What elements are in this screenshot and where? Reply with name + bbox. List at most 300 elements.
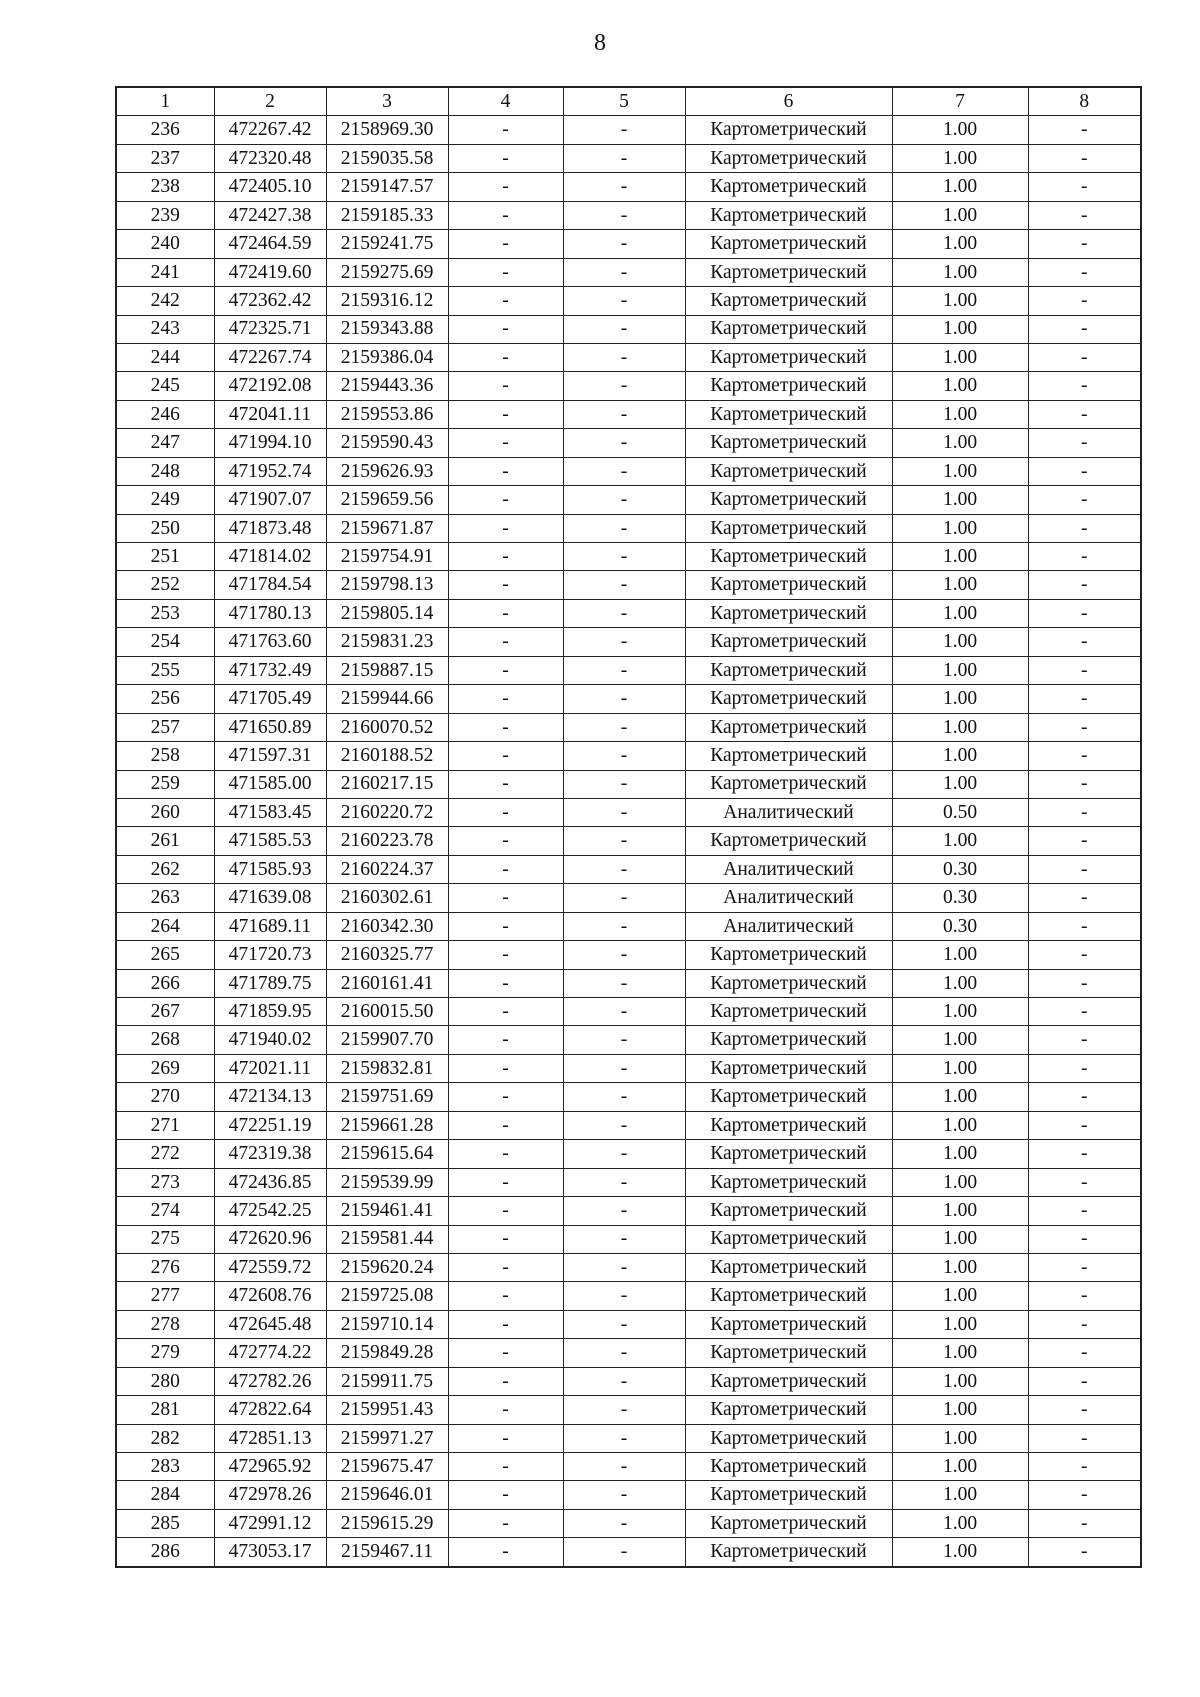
table-cell: - (563, 1453, 685, 1481)
table-cell: 2160223.78 (326, 827, 448, 855)
table-cell: 1.00 (892, 173, 1028, 201)
table-cell: - (563, 457, 685, 485)
table-cell: - (1028, 742, 1141, 770)
table-cell: Картометрический (685, 514, 892, 542)
table-cell: - (1028, 1140, 1141, 1168)
table-cell: 258 (116, 742, 214, 770)
table-cell: - (448, 1481, 563, 1509)
table-cell: - (1028, 1509, 1141, 1537)
table-cell: 236 (116, 116, 214, 144)
table-cell: 263 (116, 884, 214, 912)
table-cell: 472620.96 (214, 1225, 326, 1253)
table-cell: Картометрический (685, 1253, 892, 1281)
table-cell: - (1028, 543, 1141, 571)
table-cell: - (1028, 656, 1141, 684)
table-cell: 2159275.69 (326, 258, 448, 286)
table-cell: - (563, 628, 685, 656)
table-cell: 471639.08 (214, 884, 326, 912)
table-cell: 2159971.27 (326, 1424, 448, 1452)
table-cell: 272 (116, 1140, 214, 1168)
table-cell: 1.00 (892, 258, 1028, 286)
table-cell: - (563, 1481, 685, 1509)
table-cell: - (563, 173, 685, 201)
table-cell: - (1028, 1481, 1141, 1509)
table-row (116, 1253, 1141, 1281)
table-row (116, 969, 1141, 997)
table-cell: 2160342.30 (326, 912, 448, 940)
table-cell: 1.00 (892, 201, 1028, 229)
table-cell: 254 (116, 628, 214, 656)
table-cell: - (448, 713, 563, 741)
table-cell: Картометрический (685, 1509, 892, 1537)
table-row (116, 941, 1141, 969)
column-header: 1 (116, 87, 214, 116)
column-header: 8 (1028, 87, 1141, 116)
table-cell: - (563, 1367, 685, 1395)
table-cell: - (1028, 1282, 1141, 1310)
table-cell: 472774.22 (214, 1339, 326, 1367)
table-cell: 1.00 (892, 941, 1028, 969)
table-cell: - (448, 201, 563, 229)
table-cell: - (1028, 1225, 1141, 1253)
table-cell: 2159944.66 (326, 685, 448, 713)
table-cell: - (448, 258, 563, 286)
table-cell: 2160161.41 (326, 969, 448, 997)
table-cell: - (563, 770, 685, 798)
table-cell: 472419.60 (214, 258, 326, 286)
table-cell: - (563, 599, 685, 627)
table-cell: - (448, 287, 563, 315)
table-cell: 472782.26 (214, 1367, 326, 1395)
table-cell: - (563, 1026, 685, 1054)
table-cell: - (1028, 429, 1141, 457)
table-row (116, 1083, 1141, 1111)
table-cell: - (448, 1339, 563, 1367)
table-cell: 1.00 (892, 1424, 1028, 1452)
table-cell: 472251.19 (214, 1111, 326, 1139)
table-cell: - (563, 1538, 685, 1567)
table-cell: - (563, 429, 685, 457)
table-cell: 240 (116, 230, 214, 258)
table-row (116, 457, 1141, 485)
table-cell: - (563, 1054, 685, 1082)
table-cell: 2160015.50 (326, 998, 448, 1026)
table-cell: 251 (116, 543, 214, 571)
table-cell: - (563, 1225, 685, 1253)
table-cell: - (563, 1197, 685, 1225)
table-cell: - (563, 486, 685, 514)
table-cell: - (563, 969, 685, 997)
table-cell: 2159751.69 (326, 1083, 448, 1111)
table-cell: - (448, 1538, 563, 1567)
table-cell: - (448, 315, 563, 343)
table-cell: 1.00 (892, 1339, 1028, 1367)
table-cell: 281 (116, 1396, 214, 1424)
table-cell: 267 (116, 998, 214, 1026)
table-row (116, 685, 1141, 713)
table-cell: - (563, 372, 685, 400)
table-cell: 237 (116, 144, 214, 172)
table-cell: - (1028, 1253, 1141, 1281)
table-row (116, 486, 1141, 514)
table-cell: 2159831.23 (326, 628, 448, 656)
table-cell: 243 (116, 315, 214, 343)
table-cell: - (448, 1424, 563, 1452)
table-row (116, 116, 1141, 144)
table-cell: 1.00 (892, 1509, 1028, 1537)
table-cell: 1.00 (892, 713, 1028, 741)
table-cell: 284 (116, 1481, 214, 1509)
table-cell: - (563, 571, 685, 599)
table-cell: 2159710.14 (326, 1310, 448, 1338)
table-cell: 1.00 (892, 1367, 1028, 1395)
table-cell: - (563, 685, 685, 713)
table-cell: 1.00 (892, 1225, 1028, 1253)
table-cell: 260 (116, 798, 214, 826)
table-cell: - (1028, 400, 1141, 428)
table-cell: 1.00 (892, 1453, 1028, 1481)
table-row (116, 571, 1141, 599)
table-cell: Картометрический (685, 571, 892, 599)
table-cell: Картометрический (685, 372, 892, 400)
table-cell: - (448, 400, 563, 428)
table-cell: Картометрический (685, 941, 892, 969)
table-cell: 1.00 (892, 543, 1028, 571)
column-header: 5 (563, 87, 685, 116)
table-cell: - (448, 656, 563, 684)
table-cell: 261 (116, 827, 214, 855)
table-cell: Картометрический (685, 1054, 892, 1082)
table-cell: 471907.07 (214, 486, 326, 514)
table-cell: 1.00 (892, 1481, 1028, 1509)
table-cell: Картометрический (685, 1396, 892, 1424)
table-row (116, 429, 1141, 457)
table-cell: 472405.10 (214, 173, 326, 201)
table-cell: - (448, 571, 563, 599)
table-row (116, 742, 1141, 770)
table-cell: - (448, 1453, 563, 1481)
table-row (116, 258, 1141, 286)
table-row (116, 656, 1141, 684)
table-cell: - (1028, 173, 1141, 201)
table-cell: 278 (116, 1310, 214, 1338)
table-cell: 472645.48 (214, 1310, 326, 1338)
table-cell: 2159185.33 (326, 201, 448, 229)
table-cell: 472362.42 (214, 287, 326, 315)
table-cell: 1.00 (892, 315, 1028, 343)
column-header: 6 (685, 87, 892, 116)
table-row (116, 1168, 1141, 1196)
table-cell: - (448, 514, 563, 542)
table-cell: Картометрический (685, 201, 892, 229)
table-row (116, 543, 1141, 571)
table-cell: 0.30 (892, 912, 1028, 940)
table-cell: - (563, 1396, 685, 1424)
table-cell: 1.00 (892, 1083, 1028, 1111)
table-cell: - (563, 912, 685, 940)
table-cell: - (1028, 1197, 1141, 1225)
table-cell: - (563, 998, 685, 1026)
table-cell: - (1028, 713, 1141, 741)
table-cell: - (448, 116, 563, 144)
table-cell: 471873.48 (214, 514, 326, 542)
table-cell: 472608.76 (214, 1282, 326, 1310)
table-cell: 471585.00 (214, 770, 326, 798)
table-row (116, 1339, 1141, 1367)
table-cell: 1.00 (892, 1026, 1028, 1054)
table-cell: 2158969.30 (326, 116, 448, 144)
table-cell: - (1028, 912, 1141, 940)
table-cell: 2159620.24 (326, 1253, 448, 1281)
table-cell: - (448, 742, 563, 770)
table-cell: 2159539.99 (326, 1168, 448, 1196)
table-cell: - (448, 685, 563, 713)
table-cell: - (1028, 941, 1141, 969)
table-cell: - (563, 1140, 685, 1168)
table-row (116, 201, 1141, 229)
table-cell: - (1028, 1026, 1141, 1054)
coordinates-table (115, 86, 1142, 1568)
table-cell: 249 (116, 486, 214, 514)
table-cell: 1.00 (892, 656, 1028, 684)
table-cell: - (1028, 969, 1141, 997)
table-row (116, 855, 1141, 883)
table-cell: 2159659.56 (326, 486, 448, 514)
table-cell: - (1028, 144, 1141, 172)
table-cell: 0.30 (892, 855, 1028, 883)
table-cell: 245 (116, 372, 214, 400)
table-cell: Картометрический (685, 599, 892, 627)
table-cell: - (448, 486, 563, 514)
table-cell: - (448, 599, 563, 627)
table-cell: 2159241.75 (326, 230, 448, 258)
table-cell: Картометрический (685, 1367, 892, 1395)
table-cell: 256 (116, 685, 214, 713)
table-row (116, 1310, 1141, 1338)
table-cell: - (1028, 1367, 1141, 1395)
table-cell: - (563, 543, 685, 571)
table-cell: 1.00 (892, 1538, 1028, 1567)
table-cell: 471784.54 (214, 571, 326, 599)
table-cell: Картометрический (685, 656, 892, 684)
table-cell: 252 (116, 571, 214, 599)
table-row (116, 230, 1141, 258)
table-cell: Картометрический (685, 173, 892, 201)
table-cell: Картометрический (685, 1481, 892, 1509)
table-cell: 471789.75 (214, 969, 326, 997)
table-row (116, 1026, 1141, 1054)
table-cell: 1.00 (892, 1140, 1028, 1168)
table-row (116, 1367, 1141, 1395)
table-cell: 250 (116, 514, 214, 542)
table-cell: 273 (116, 1168, 214, 1196)
table-cell: Картометрический (685, 628, 892, 656)
table-cell: 2159805.14 (326, 599, 448, 627)
table-cell: - (563, 1168, 685, 1196)
table-cell: Картометрический (685, 1538, 892, 1567)
table-cell: - (563, 1339, 685, 1367)
table-cell: 472464.59 (214, 230, 326, 258)
table-cell: Картометрический (685, 116, 892, 144)
table-cell: - (563, 827, 685, 855)
table-cell: - (448, 855, 563, 883)
table-cell: Картометрический (685, 315, 892, 343)
table-cell: 471585.93 (214, 855, 326, 883)
table-cell: - (563, 1282, 685, 1310)
table-cell: 1.00 (892, 969, 1028, 997)
table-cell: Картометрический (685, 543, 892, 571)
table-cell: - (563, 742, 685, 770)
table-cell: - (448, 1083, 563, 1111)
table-cell: 472436.85 (214, 1168, 326, 1196)
table-cell: 1.00 (892, 599, 1028, 627)
table-cell: 471780.13 (214, 599, 326, 627)
table-cell: - (1028, 287, 1141, 315)
table-cell: Картометрический (685, 1310, 892, 1338)
table-cell: 280 (116, 1367, 214, 1395)
table-cell: Картометрический (685, 1197, 892, 1225)
table-cell: 472267.42 (214, 116, 326, 144)
table-cell: 472319.38 (214, 1140, 326, 1168)
table-cell: Аналитический (685, 798, 892, 826)
table-cell: Картометрический (685, 486, 892, 514)
table-cell: Картометрический (685, 770, 892, 798)
table-cell: 2159646.01 (326, 1481, 448, 1509)
table-cell: 0.50 (892, 798, 1028, 826)
table-row (116, 912, 1141, 940)
table-cell: - (1028, 1083, 1141, 1111)
table-cell: - (563, 116, 685, 144)
table-cell: - (448, 543, 563, 571)
table-cell: - (563, 1424, 685, 1452)
table-cell: 2159675.47 (326, 1453, 448, 1481)
table-cell: 472325.71 (214, 315, 326, 343)
table-cell: 2159343.88 (326, 315, 448, 343)
table-cell: - (1028, 998, 1141, 1026)
table-row (116, 1538, 1141, 1567)
table-cell: 239 (116, 201, 214, 229)
table-cell: 2159671.87 (326, 514, 448, 542)
table-cell: - (1028, 571, 1141, 599)
table-cell: 1.00 (892, 429, 1028, 457)
table-cell: - (563, 258, 685, 286)
table-cell: - (1028, 884, 1141, 912)
table-cell: 472134.13 (214, 1083, 326, 1111)
table-cell: - (448, 230, 563, 258)
table-body (116, 116, 1141, 1567)
table-cell: 472427.38 (214, 201, 326, 229)
table-cell: - (448, 1026, 563, 1054)
table-cell: - (563, 656, 685, 684)
table-cell: 244 (116, 343, 214, 371)
table-cell: - (448, 1111, 563, 1139)
table-cell: 1.00 (892, 457, 1028, 485)
table-cell: - (1028, 116, 1141, 144)
table-cell: - (1028, 372, 1141, 400)
table-cell: 282 (116, 1424, 214, 1452)
table-cell: Картометрический (685, 1111, 892, 1139)
table-cell: 2160325.77 (326, 941, 448, 969)
table-cell: 241 (116, 258, 214, 286)
table-cell: 472822.64 (214, 1396, 326, 1424)
table-row (116, 1396, 1141, 1424)
table-cell: Картометрический (685, 457, 892, 485)
table-cell: 2160217.15 (326, 770, 448, 798)
table-cell: 266 (116, 969, 214, 997)
table-cell: - (448, 628, 563, 656)
table-cell: 2159316.12 (326, 287, 448, 315)
table-cell: - (563, 201, 685, 229)
table-cell: Картометрический (685, 1140, 892, 1168)
table-cell: 471705.49 (214, 685, 326, 713)
table-cell: Картометрический (685, 230, 892, 258)
table-cell: Картометрический (685, 343, 892, 371)
table-cell: 471583.45 (214, 798, 326, 826)
table-cell: 248 (116, 457, 214, 485)
table-cell: - (448, 1054, 563, 1082)
table-cell: Картометрический (685, 998, 892, 1026)
table-cell: Картометрический (685, 429, 892, 457)
table-cell: 1.00 (892, 116, 1028, 144)
table-cell: 2159725.08 (326, 1282, 448, 1310)
table-cell: - (448, 429, 563, 457)
table-cell: 2159907.70 (326, 1026, 448, 1054)
table-cell: - (563, 1111, 685, 1139)
table-cell: 262 (116, 855, 214, 883)
table-cell: 471720.73 (214, 941, 326, 969)
table-cell: 275 (116, 1225, 214, 1253)
table-cell: 1.00 (892, 400, 1028, 428)
table-cell: 1.00 (892, 486, 1028, 514)
table-cell: 2159849.28 (326, 1339, 448, 1367)
table-row (116, 1225, 1141, 1253)
table-row (116, 1453, 1141, 1481)
table-cell: 471994.10 (214, 429, 326, 457)
table-cell: Картометрический (685, 742, 892, 770)
table-cell: - (1028, 798, 1141, 826)
table-row (116, 599, 1141, 627)
table-cell: - (563, 1253, 685, 1281)
table-cell: - (563, 1509, 685, 1537)
table-cell: - (1028, 770, 1141, 798)
table-cell: 2159147.57 (326, 173, 448, 201)
table-row (116, 1140, 1141, 1168)
table-cell: 265 (116, 941, 214, 969)
table-cell: 1.00 (892, 343, 1028, 371)
table-cell: 2159461.41 (326, 1197, 448, 1225)
table-row (116, 798, 1141, 826)
table-cell: - (1028, 1111, 1141, 1139)
table-cell: - (1028, 1538, 1141, 1567)
table-cell: 1.00 (892, 287, 1028, 315)
table-row (116, 400, 1141, 428)
table-cell: - (448, 1509, 563, 1537)
table-cell: - (448, 343, 563, 371)
table-cell: - (563, 1310, 685, 1338)
table-cell: - (448, 1396, 563, 1424)
table-cell: 242 (116, 287, 214, 315)
table-cell: 2159951.43 (326, 1396, 448, 1424)
table-cell: - (1028, 486, 1141, 514)
table-cell: - (563, 514, 685, 542)
table-cell: 471689.11 (214, 912, 326, 940)
table-cell: Картометрический (685, 1282, 892, 1310)
table-cell: - (563, 144, 685, 172)
table-cell: - (1028, 258, 1141, 286)
table-cell: - (1028, 514, 1141, 542)
table-cell: 238 (116, 173, 214, 201)
table-cell: - (1028, 1310, 1141, 1338)
